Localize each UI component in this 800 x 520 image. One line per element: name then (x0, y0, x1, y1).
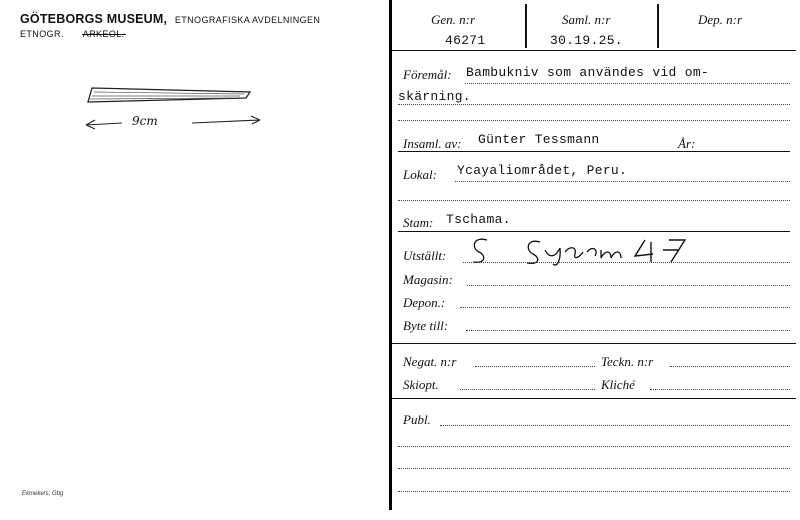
insaml-label: Insaml. av: (403, 136, 462, 151)
dotted-line (465, 83, 790, 84)
lokal-label: Lokal: (403, 167, 437, 182)
dotted-line (460, 389, 595, 390)
skiopt-label: Skiopt. (403, 377, 439, 392)
column-separator (525, 4, 527, 48)
department-name: ETNOGRAFISKA AVDELNINGEN (174, 15, 321, 25)
field-rule (398, 231, 790, 232)
foremal-line2: skärning. (398, 89, 471, 104)
dotted-line (398, 200, 790, 201)
dimension-label: 9cm (132, 114, 158, 128)
depon-label: Depon.: (403, 295, 446, 310)
dotted-line (398, 104, 790, 105)
arkeol-struck-label: ARKEOL. (82, 29, 125, 39)
column-separator (657, 4, 659, 48)
dotted-line (466, 330, 790, 331)
publ-label: Publ. (403, 412, 431, 427)
card-divider (389, 0, 392, 510)
gen-label: Gen. n:r (431, 12, 476, 27)
field-rule (398, 151, 790, 152)
dotted-line (398, 468, 790, 469)
dotted-line (460, 307, 790, 308)
magasin-label: Magasin: (403, 272, 453, 287)
bamboo-knife-sketch (80, 82, 255, 108)
section-rule (391, 343, 796, 344)
dotted-line (650, 389, 790, 390)
dotted-line (670, 366, 790, 367)
negat-label: Negat. n:r (403, 354, 457, 369)
dimension-arrow-icon (82, 113, 267, 133)
kliche-label: Kliché (601, 377, 635, 392)
stam-value: Tschama. (446, 212, 511, 227)
dotted-line (475, 366, 595, 367)
ar-label: År: (678, 136, 696, 151)
dotted-line (467, 285, 790, 286)
foremal-line1: Bambukniv som användes vid om- (466, 65, 710, 80)
museum-name: GÖTEBORGS MUSEUM, (20, 12, 168, 26)
printer-credit: Ekmekers, Gbg (22, 491, 64, 497)
lokal-value: Ycayaliområdet, Peru. (457, 163, 628, 178)
insaml-value: Günter Tessmann (478, 132, 600, 147)
dotted-line (398, 491, 790, 492)
dotted-line (455, 181, 790, 182)
section-rule (391, 398, 796, 399)
museum-header (20, 12, 320, 26)
header-line2 (20, 29, 125, 39)
saml-label: Saml. n:r (562, 12, 611, 27)
teckn-label: Teckn. n:r (601, 354, 654, 369)
dotted-line (398, 120, 790, 121)
gen-value: 46271 (445, 33, 486, 48)
dep-label: Dep. n:r (698, 12, 743, 27)
dotted-line (440, 425, 790, 426)
header-rule (391, 50, 796, 51)
byte-label: Byte till: (403, 318, 449, 333)
dotted-line (463, 262, 790, 263)
etnogr-label: ETNOGR. (20, 29, 64, 39)
utstallt-label: Utställt: (403, 248, 447, 263)
saml-value: 30.19.25. (550, 33, 623, 48)
foremal-label: Föremål: (403, 67, 452, 82)
dotted-line (398, 446, 790, 447)
stam-label: Stam: (403, 215, 434, 230)
